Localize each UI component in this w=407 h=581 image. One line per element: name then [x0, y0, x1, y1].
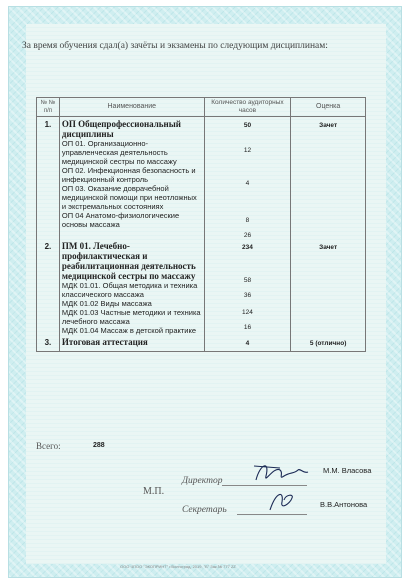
table-row — [37, 335, 366, 352]
row-number: 2. — [37, 239, 60, 335]
secretary-signature — [262, 486, 302, 516]
row-grade — [291, 117, 366, 240]
subject-name: ОП 03. Оказание доврачебной медицинской помощи при неотложных и экстремальных состояниях — [61, 184, 197, 211]
table-row — [37, 117, 366, 240]
subject-hours: 26 — [243, 232, 252, 239]
subject-name: МДК 01.04 Массаж в детской практике — [61, 326, 197, 335]
discipline-title: ПМ 01. Лечебно-профилактическая и реабилитационная деятельность медицинской сестры по массажу — [61, 241, 196, 281]
subject-hours: 8 — [245, 217, 250, 224]
secretary-name: В.В.Антонова — [320, 500, 368, 509]
total-label: Всего: — [36, 441, 61, 451]
col-name: Наименование — [59, 98, 204, 117]
grades-table — [36, 97, 366, 352]
row-name — [59, 117, 204, 240]
discipline-hours: 234 — [242, 244, 253, 251]
row-name — [59, 335, 204, 352]
subject-name: ОП 04 Анатомо-физиологические основы массажа — [61, 211, 180, 229]
subject-hours: 124 — [242, 309, 253, 316]
subject-hours: 36 — [243, 292, 252, 299]
row-number: 1. — [37, 117, 60, 240]
director-signature — [250, 456, 310, 488]
col-number: № № п/п — [37, 98, 60, 117]
page-heading: За время обучения сдал(а) зачёты и экзамены по следующим дисциплинам: — [22, 41, 328, 51]
subject-name: МДК 01.03 Частные методики и техника лечебного массажа — [61, 308, 201, 326]
col-grade: Оценка — [291, 98, 366, 117]
discipline-title: Итоговая аттестация — [61, 337, 148, 347]
row-name — [59, 239, 204, 335]
row-grade — [291, 239, 366, 335]
table-row — [37, 239, 366, 335]
row-hours — [204, 335, 291, 352]
subject-name: МДК 01.02 Виды массажа — [61, 299, 152, 308]
subject-name: ОП 02. Инфекционная безопасность и инфекционный контроль — [61, 166, 196, 184]
discipline-hours: 50 — [243, 122, 252, 129]
stamp-place-label: М.П. — [143, 486, 165, 497]
subject-hours: 16 — [243, 324, 252, 331]
subject-hours: 4 — [245, 180, 250, 187]
secretary-label: Секретарь — [182, 505, 227, 515]
discipline-grade: Зачет — [319, 122, 338, 129]
row-hours — [204, 117, 291, 240]
subject-hours: 12 — [243, 147, 252, 154]
director-name: М.М. Власова — [323, 466, 372, 475]
discipline-hours: 4 — [245, 340, 250, 347]
row-grade — [291, 335, 366, 352]
discipline-grade: Зачет — [319, 244, 338, 251]
subject-name: МДК 01.01. Общая методика и техника классического массажа — [61, 281, 198, 299]
subject-name: ОП 01. Организационно-управленческая деятельность медицинской сестры по массажу — [61, 139, 177, 166]
printer-footer: ООО ЧПОО "ЭКОПРИНТ" г.Волгоград, 2019, "Б" Зак.№ 777 ZZ — [120, 564, 236, 569]
director-label: Директор — [182, 476, 223, 486]
total-value: 288 — [93, 442, 105, 449]
row-hours — [204, 239, 291, 335]
discipline-grade: 5 (отлично) — [309, 340, 347, 347]
col-hours: Количество аудиторных часов — [204, 98, 291, 117]
row-number: 3. — [37, 335, 60, 352]
discipline-title: ОП Общепрофессиональный дисциплины — [61, 119, 181, 139]
subject-hours: 58 — [243, 277, 252, 284]
